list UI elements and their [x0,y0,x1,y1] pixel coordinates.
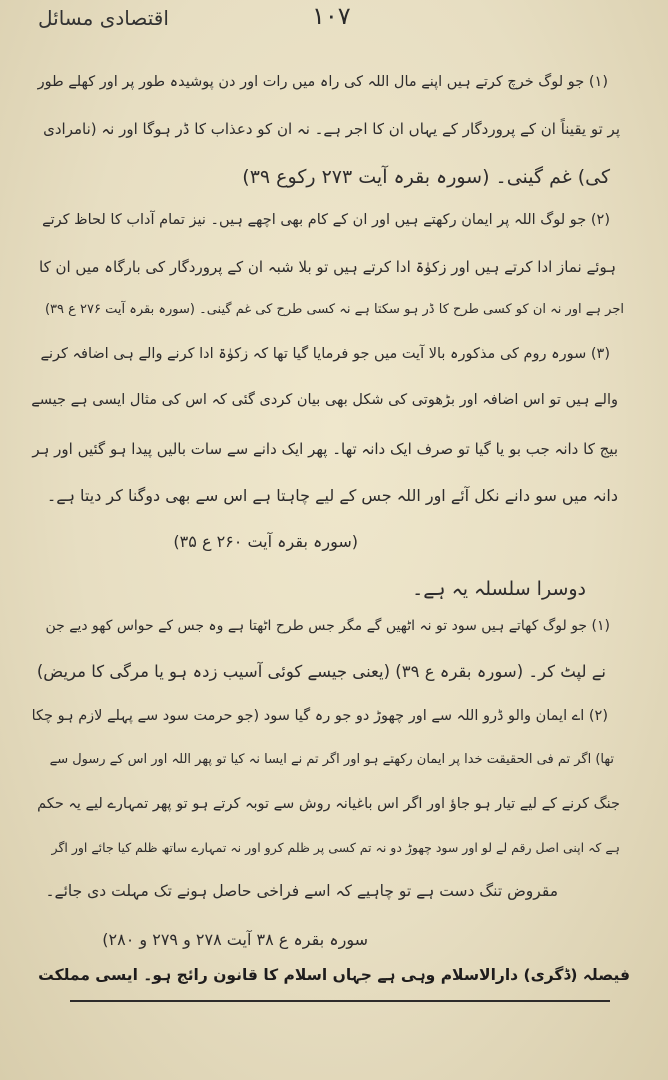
text-line: (۲) اے ایمان والو ڈرو اللہ سے اور چھوڑ دو جو رہ گیا سود (جو حرمت سود سے پہلے لازم ہو چکا [31,708,608,724]
text-line: ہوئے نماز ادا کرتے ہیں اور زکوٰۃ ادا کرتے ہیں تو بلا شبہ ان کے پروردگار کی بارگاہ میں ان کا [39,258,616,276]
running-header-title: اقتصادی مسائل [38,6,169,30]
text-line: اجر ہے اور نہ ان کو کسی طرح کا ڈر ہو سکتا ہے نہ کسی طرح کی غم گینی۔ (سورہ بقرہ آیت ۲۷۶ ع ۳۹) [44,302,624,317]
page-number: ۱۰۷ [312,2,351,30]
text-line: (۲) جو لوگ اللہ پر ایمان رکھتے ہیں اور ان کے کام بھی اچھے ہیں۔ نیز تمام آداب کا لحاظ کرتے [42,212,610,228]
text-line: نے لپٹ کر۔ (سورہ بقرہ ع ۳۹) (یعنی جیسے کوئی آسیب زدہ ہو یا مرگی کا مریض) [36,662,606,681]
text-line: ہے کہ اپنی اصل رقم لے لو اور سود چھوڑ دو نہ تم کسی پر ظلم کرو اور نہ تمہارے ساتھ ظلم کیا جائے اور اگر [51,840,620,855]
verdict-underline [70,1000,610,1002]
text-line: تھا) اگر تم فی الحقیقت خدا پر ایمان رکھتے ہو اور اگر تم نے ایسا نہ کیا تو پھر اللہ اور اس کے رسول سے [49,752,614,767]
text-line: کی) غم گینی۔ (سورہ بقرہ آیت ۲۷۳ رکوع ۳۹) [242,166,610,188]
text-line: پر تو یقیناً ان کے پروردگار کے یہاں ان کا اجر ہے۔ نہ ان کو دعذاب کا ڈر ہوگا اور نہ (نامرادی [43,120,620,138]
text-line: (۱) جو لوگ کھاتے ہیں سود تو نہ اٹھیں گے مگر جس طرح اٹھتا ہے وہ جس کے حواس کھو دیے جن [45,618,610,634]
text-line: والے ہیں تو اس اضافہ اور بڑھوتی کی شکل بھی بیان کردی گئی کہ اس کی مثال ایسی ہے جیسے [31,392,618,408]
text-line: (۱) جو لوگ خرچ کرتے ہیں اپنے مال اللہ کی راہ میں رات اور دن پوشیدہ طور پر اور کھلے طور [37,74,608,90]
section-heading: دوسرا سلسلہ یہ ہے۔ [412,578,586,600]
text-line: مقروض تنگ دست ہے تو چاہیے کہ اسے فراخی حاصل ہونے تک مہلت دی جائے۔ [45,882,558,900]
citation-line: سورہ بقرہ ع ۳۸ آیت ۲۷۸ و ۲۷۹ و ۲۸۰) [102,930,368,949]
text-line: جنگ کرنے کے لیے تیار ہو جاؤ اور اگر اس باغیانہ روش سے توبہ کرتے ہو تو پھر تمہارے لیے یہ حکم [37,796,620,812]
text-line: بیج کا دانہ جب بو یا گیا تو صرف ایک دانہ تھا۔ پھر ایک دانے سے سات بالیں پیدا ہو گئیں اور ہر [32,440,618,458]
verdict-line: فیصلہ (ڈگری) دارالاسلام وہی ہے جہاں اسلام کا قانون رائج ہو۔ ایسی مملکت [38,966,630,984]
text-line: دانہ میں سو دانے نکل آئے اور اللہ جس کے لیے چاہتا ہے اس سے بھی دوگنا کر دیتا ہے۔ [46,486,618,505]
citation-line: (سورہ بقرہ آیت ۲۶۰ ع ۳۵) [173,532,358,551]
text-line: (۳) سورہ روم کی مذکورہ بالا آیت میں جو فرمایا گیا تھا کہ زکوٰۃ ادا کرنے والے ہی اضافہ کرنے [40,346,610,362]
